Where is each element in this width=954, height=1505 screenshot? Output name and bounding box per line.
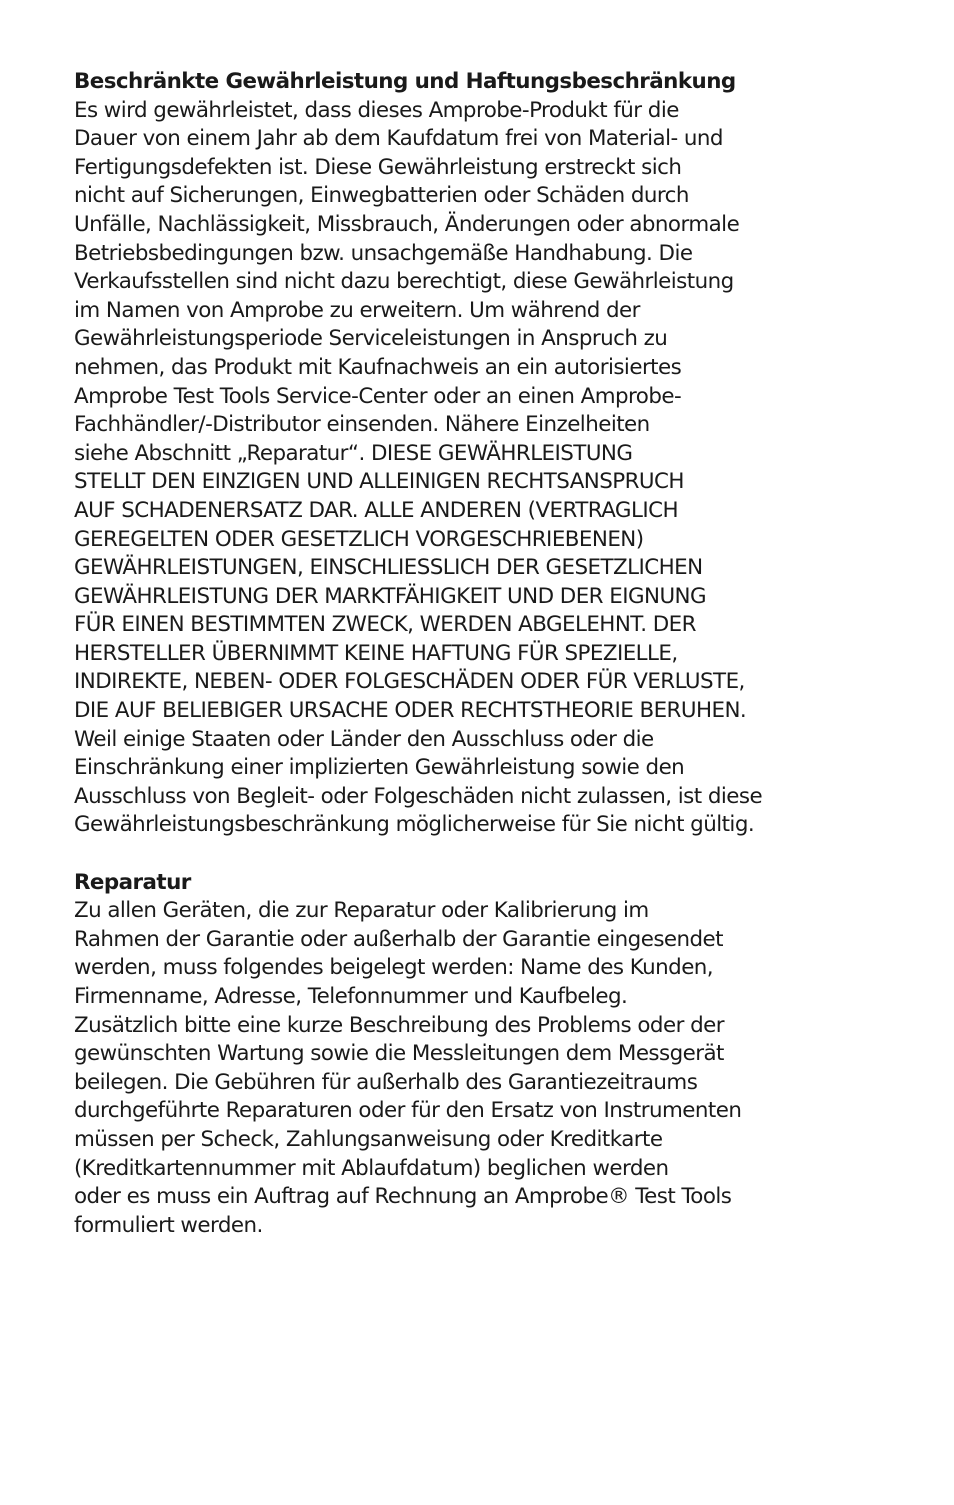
text-line: HERSTELLER ÜBERNIMMT KEINE HAFTUNG FÜR SPEZIELLE, <box>74 640 678 666</box>
text-line: GEWÄHRLEISTUNG DER MARKTFÄHIGKEIT UND DER EIGNUNG <box>74 583 707 609</box>
text-line: Amprobe Test Tools Service-Center oder an einen Amprobe- <box>74 383 682 409</box>
text-line: müssen per Scheck, Zahlungsanweisung oder Kreditkarte <box>74 1126 663 1152</box>
text-line: werden, muss folgendes beigelegt werden: Name des Kunden, <box>74 955 714 981</box>
text-line: FÜR EINEN BESTIMMTEN ZWECK, WERDEN ABGELEHNT. DER <box>74 612 696 638</box>
text-line: oder es muss ein Auftrag auf Rechnung an Amprobe® Test Tools <box>74 1184 732 1210</box>
text-line: durchgeführte Reparaturen oder für den Ersatz von Instrumenten <box>74 1098 742 1124</box>
text-line: INDIREKTE, NEBEN- ODER FOLGESCHÄDEN ODER FÜR VERLUSTE, <box>74 669 745 695</box>
text-line: Rahmen der Garantie oder außerhalb der Garantie eingesendet <box>74 926 724 952</box>
text-line: Einschränkung einer implizierten Gewährleistung sowie den <box>74 755 685 781</box>
text-line: Verkaufsstellen sind nicht dazu berechtigt, diese Gewährleistung <box>74 269 734 295</box>
text-line: Zusätzlich bitte eine kurze Beschreibung des Problems oder der <box>74 1012 724 1038</box>
text-line: im Namen von Amprobe zu erweitern. Um während der <box>74 297 640 323</box>
text-line: Fertigungsdefekten ist. Diese Gewährleistung erstreckt sich <box>74 154 682 180</box>
repair-section <box>74 869 934 1241</box>
text-line: GEWÄHRLEISTUNGEN, EINSCHLIESSLICH DER GESETZLICHEN <box>74 555 703 581</box>
text-line: siehe Abschnitt „Reparatur“. DIESE GEWÄHRLEISTUNG <box>74 440 633 466</box>
text-line: Ausschluss von Begleit- oder Folgeschäden nicht zulassen, ist diese <box>74 783 763 809</box>
text-line: AUF SCHADENERSATZ DAR. ALLE ANDEREN (VERTRAGLICH <box>74 497 679 523</box>
warranty-body <box>74 97 934 840</box>
text-line: GEREGELTEN ODER GESETZLICH VORGESCHRIEBENEN) <box>74 526 644 552</box>
text-line: formuliert werden. <box>74 1212 263 1238</box>
repair-heading: Reparatur <box>74 869 191 895</box>
text-line: gewünschten Wartung sowie die Messleitungen dem Messgerät <box>74 1041 724 1067</box>
repair-body <box>74 897 934 1240</box>
text-line: Unfälle, Nachlässigkeit, Missbrauch, Änderungen oder abnormale <box>74 211 740 237</box>
warranty-section <box>74 68 934 840</box>
text-line: Weil einige Staaten oder Länder den Ausschluss oder die <box>74 726 654 752</box>
text-line: Gewährleistungsperiode Serviceleistungen in Anspruch zu <box>74 326 668 352</box>
text-line: Betriebsbedingungen bzw. unsachgemäße Handhabung. Die <box>74 240 693 266</box>
document-page <box>74 68 934 1240</box>
text-line: beilegen. Die Gebühren für außerhalb des Garantiezeitraums <box>74 1069 698 1095</box>
text-line: Firmenname, Adresse, Telefonnummer und Kaufbeleg. <box>74 984 628 1009</box>
text-line: nicht auf Sicherungen, Einwegbatterien oder Schäden durch <box>74 183 689 209</box>
text-line: STELLT DEN EINZIGEN UND ALLEINIGEN RECHTSANSPRUCH <box>74 469 684 495</box>
text-line: DIE AUF BELIEBIGER URSACHE ODER RECHTSTHEORIE BERUHEN. <box>74 698 747 724</box>
text-line: nehmen, das Produkt mit Kaufnachweis an ein autorisiertes <box>74 354 682 380</box>
warranty-heading: Beschränkte Gewährleistung und Haftungsbeschränkung <box>74 69 736 94</box>
text-line: Fachhändler/-Distributor einsenden. Nähere Einzelheiten <box>74 412 650 438</box>
text-line: Gewährleistungsbeschränkung möglicherweise für Sie nicht gültig. <box>74 812 755 838</box>
text-line: (Kreditkartennummer mit Ablaufdatum) beglichen werden <box>74 1155 669 1181</box>
text-line: Dauer von einem Jahr ab dem Kaufdatum frei von Material- und <box>74 126 723 152</box>
text-line: Es wird gewährleistet, dass dieses Amprobe-Produkt für die <box>74 97 679 123</box>
text-line: Zu allen Geräten, die zur Reparatur oder Kalibrierung im <box>74 898 649 924</box>
